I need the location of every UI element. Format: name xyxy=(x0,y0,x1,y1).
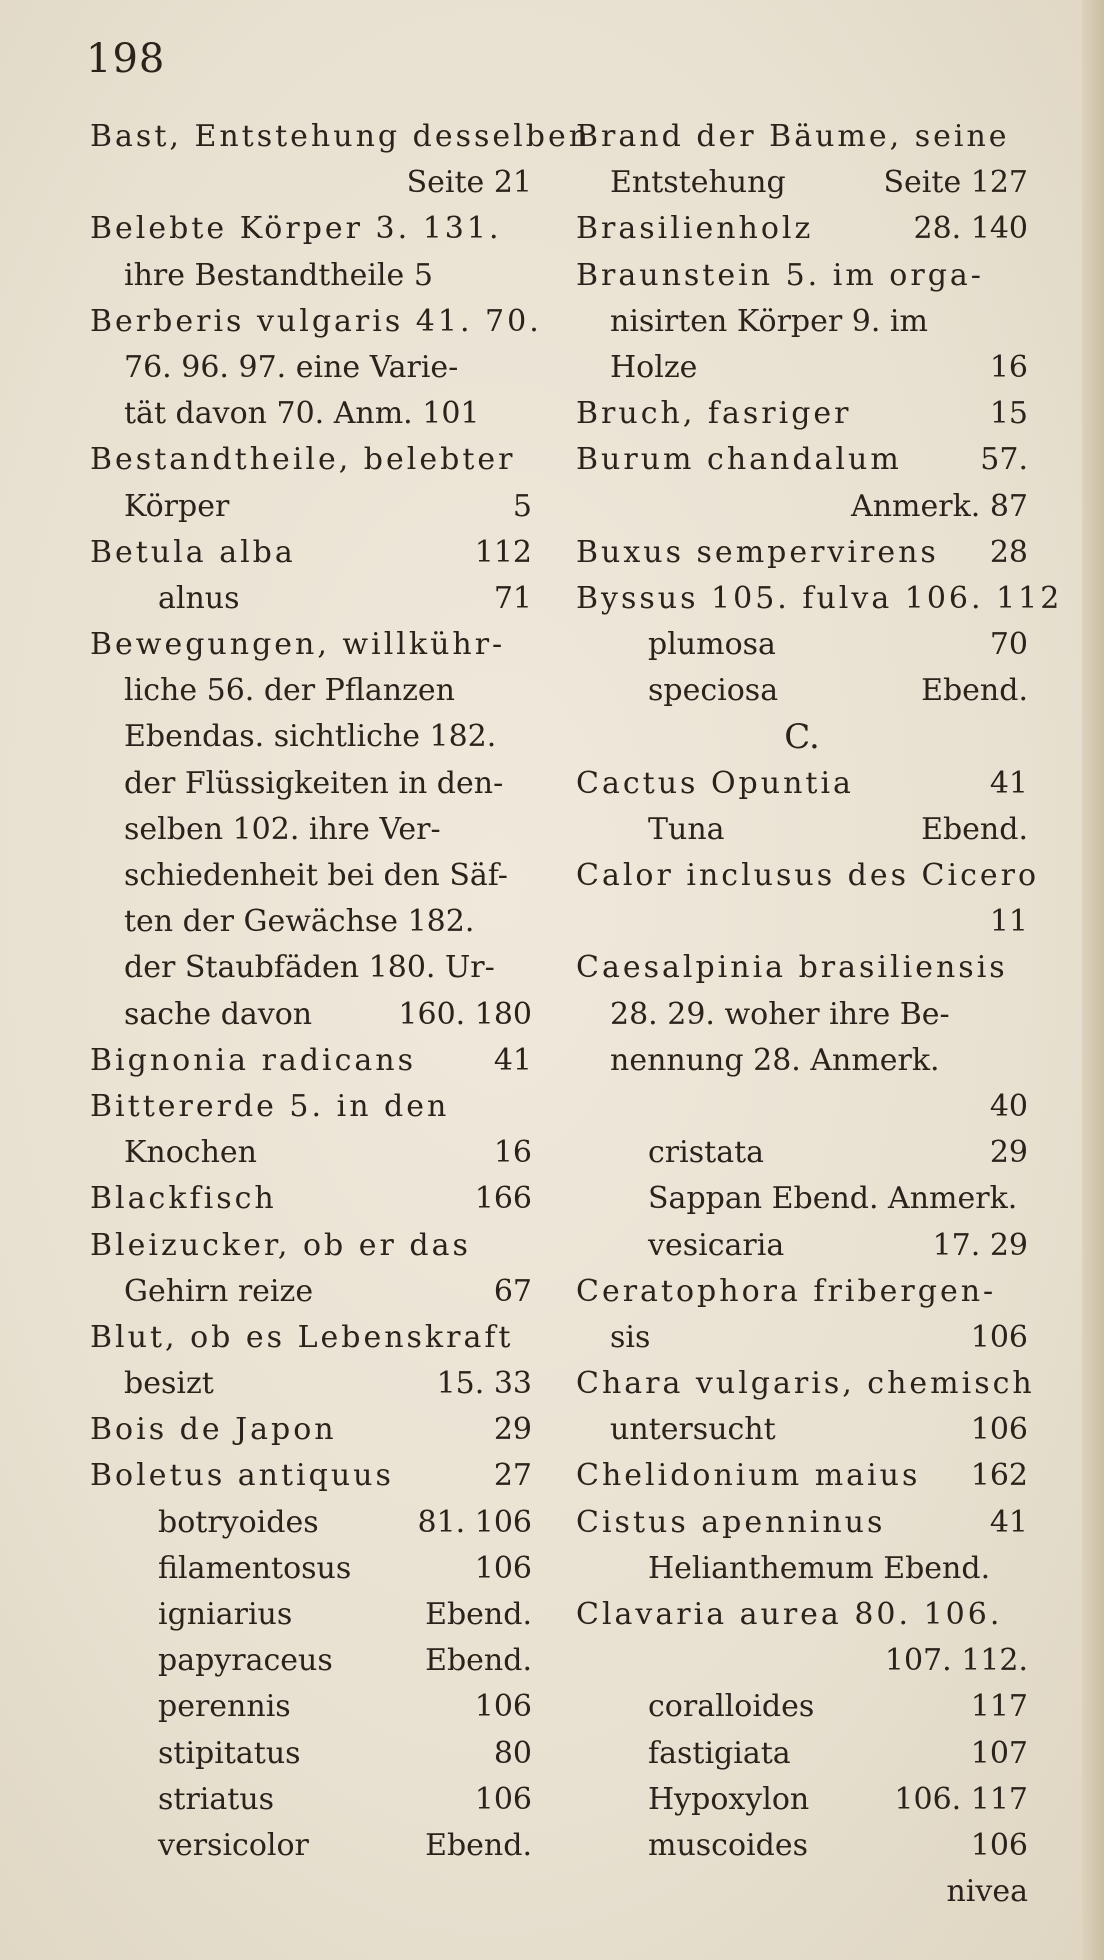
entry-page-ref: nivea xyxy=(946,1874,1028,1910)
index-entry xyxy=(576,807,1028,853)
entry-page-ref: Ebend. xyxy=(425,1643,532,1679)
entry-text: Bestandtheile, belebter xyxy=(90,442,516,478)
entry-text: Gehirn reize xyxy=(124,1273,314,1309)
entry-page-ref: 70 xyxy=(989,627,1028,663)
entry-page-ref: 27 xyxy=(493,1458,532,1494)
entry-text: papyraceus xyxy=(158,1643,333,1679)
entry-text: vesicaria xyxy=(648,1227,785,1263)
entry-text: untersucht xyxy=(610,1412,776,1448)
entry-text: Bittererde 5. in den xyxy=(90,1088,450,1124)
index-entry xyxy=(90,391,532,437)
index-entry xyxy=(576,206,1028,252)
index-entry xyxy=(90,484,532,530)
entry-page-ref: Ebend. xyxy=(425,1597,532,1632)
index-entry xyxy=(90,1223,532,1269)
index-entry xyxy=(90,1130,532,1176)
entry-page-ref: 29 xyxy=(493,1412,532,1448)
entry-text: Hypoxylon xyxy=(648,1781,810,1817)
entry-page-ref: 160. 180 xyxy=(398,996,532,1032)
entry-text: Holze xyxy=(610,349,698,385)
entry-page-ref: 107 xyxy=(970,1735,1028,1771)
entry-page-ref: 117 xyxy=(970,1689,1028,1725)
index-entry xyxy=(90,622,532,668)
index-column-left xyxy=(90,114,592,1869)
entry-text: Berberis vulgaris 41. 70. xyxy=(90,303,542,339)
entry-text: ten der Gewächse 182. xyxy=(124,904,475,940)
entry-page-ref: 16 xyxy=(989,349,1028,385)
index-entry xyxy=(90,576,532,622)
entry-text: Chelidonium maius xyxy=(576,1458,921,1494)
index-entry xyxy=(90,1315,532,1361)
entry-text: Braunstein 5. im orga- xyxy=(576,257,984,293)
index-entry xyxy=(90,160,532,206)
entry-text: selben 102. ihre Ver- xyxy=(124,811,441,847)
entry-text: der Staubfäden 180. Ur- xyxy=(124,950,495,986)
entry-page-ref: 81. 106 xyxy=(417,1504,532,1540)
entry-text: igniarius xyxy=(158,1597,293,1632)
index-entry xyxy=(90,761,532,807)
entry-page-ref: 106 xyxy=(474,1781,532,1817)
index-entry xyxy=(576,1453,1028,1499)
index-entry xyxy=(576,1315,1028,1361)
index-entry xyxy=(576,1731,1028,1777)
entry-page-ref: 106 xyxy=(970,1412,1028,1448)
entry-page-ref: 28. 140 xyxy=(913,211,1028,247)
entry-text: Chara vulgaris, chemisch xyxy=(576,1366,1035,1402)
entry-text: Cactus Opuntia xyxy=(576,765,854,801)
entry-page-ref: 16 xyxy=(493,1135,532,1171)
index-entry xyxy=(576,1500,1028,1546)
entry-text: versicolor xyxy=(158,1827,309,1863)
index-entry xyxy=(576,761,1028,807)
index-entry xyxy=(576,345,1028,391)
entry-text: C. xyxy=(784,717,820,758)
entry-page-ref: Anmerk. 87 xyxy=(851,488,1028,524)
index-entry xyxy=(576,622,1028,668)
index-entry xyxy=(576,1084,1028,1130)
index-entry xyxy=(90,1777,532,1823)
entry-text: fastigiata xyxy=(648,1735,791,1771)
entry-page-ref: 80 xyxy=(493,1735,532,1771)
entry-text: Blackfisch xyxy=(90,1181,277,1217)
entry-text: Calor inclusus des Cicero xyxy=(576,858,1040,893)
index-entry xyxy=(90,807,532,853)
entry-page-ref: Seite 127 xyxy=(883,165,1028,201)
index-entry xyxy=(576,114,1028,160)
entry-text: Entstehung xyxy=(610,165,786,201)
index-entry xyxy=(90,1684,532,1730)
index-entry xyxy=(576,1269,1028,1315)
index-column-right xyxy=(576,114,1063,1915)
entry-text: 76. 96. 97. eine Varie- xyxy=(124,349,459,385)
index-entry xyxy=(576,899,1028,945)
index-entry xyxy=(90,1453,532,1499)
entry-page-ref: Seite 21 xyxy=(406,165,532,201)
entry-text: sache davon xyxy=(124,996,313,1032)
entry-text: Bleizucker, ob er das xyxy=(90,1227,471,1263)
index-entry xyxy=(576,1592,1028,1638)
entry-page-ref: 15 xyxy=(989,396,1028,432)
index-entry xyxy=(576,1546,1028,1592)
entry-page-ref: 41 xyxy=(493,1042,532,1078)
index-entry xyxy=(576,1361,1035,1407)
entry-text: alnus xyxy=(158,580,240,616)
index-entry xyxy=(576,1638,1028,1684)
entry-text: Cistus apenninus xyxy=(576,1504,886,1540)
index-entry xyxy=(90,1638,532,1684)
index-entry xyxy=(90,437,532,483)
index-entry xyxy=(90,1500,532,1546)
entry-text: Bois de Japon xyxy=(90,1412,337,1448)
entry-page-ref: 106 xyxy=(474,1689,532,1725)
entry-page-ref: 71 xyxy=(493,580,532,616)
index-entry xyxy=(90,206,532,252)
entry-text: tät davon 70. Anm. 101 xyxy=(124,396,480,432)
entry-text: nisirten Körper 9. im xyxy=(610,303,928,339)
entry-page-ref: 15. 33 xyxy=(436,1366,532,1402)
entry-page-ref: 41 xyxy=(989,765,1028,801)
entry-text: Ceratophora fribergen- xyxy=(576,1273,997,1309)
index-entry xyxy=(90,1269,532,1315)
entry-text: Brand der Bäume, seine xyxy=(576,119,1010,154)
entry-text: Brasilienholz xyxy=(576,211,814,247)
entry-text: speciosa xyxy=(648,673,779,709)
entry-text: Körper xyxy=(124,488,230,524)
index-entry xyxy=(576,484,1028,530)
entry-text: besizt xyxy=(124,1366,214,1402)
index-entry xyxy=(90,853,532,899)
index-entry xyxy=(576,437,1028,483)
entry-text: schiedenheit bei den Säf- xyxy=(124,858,508,893)
index-entry xyxy=(576,1823,1028,1869)
index-entry xyxy=(90,1592,532,1638)
index-entry xyxy=(576,1777,1028,1823)
entry-page-ref: 162 xyxy=(970,1458,1028,1494)
section-heading xyxy=(576,714,1028,760)
entry-page-ref: 57. xyxy=(980,442,1028,478)
entry-text: Helianthemum Ebend. xyxy=(648,1550,991,1586)
index-entry xyxy=(576,391,1028,437)
entry-text: Betula alba xyxy=(90,534,296,570)
entry-page-ref: 40 xyxy=(989,1088,1028,1124)
index-entry xyxy=(576,992,1028,1038)
entry-text: coralloides xyxy=(648,1689,815,1725)
entry-text: Buxus sempervirens xyxy=(576,534,939,570)
index-entry xyxy=(576,853,1040,899)
entry-page-ref: 106. 117 xyxy=(894,1781,1028,1817)
index-entry xyxy=(90,1407,532,1453)
index-entry xyxy=(90,1084,532,1130)
entry-page-ref: 106 xyxy=(970,1827,1028,1863)
entry-text: Bignonia radicans xyxy=(90,1042,416,1078)
entry-text: Tuna xyxy=(648,811,725,847)
index-entry xyxy=(576,576,1063,622)
entry-text: striatus xyxy=(158,1781,275,1817)
entry-text: 28. 29. woher ihre Be- xyxy=(610,996,950,1032)
index-entry xyxy=(576,1869,1028,1915)
index-entry xyxy=(90,1546,532,1592)
entry-page-ref: 5 xyxy=(512,488,532,524)
entry-text: Caesalpinia brasiliensis xyxy=(576,950,1008,986)
entry-text: Belebte Körper 3. 131. xyxy=(90,211,502,247)
entry-text: Boletus antiquus xyxy=(90,1458,394,1494)
index-entry xyxy=(576,668,1028,714)
index-entry xyxy=(90,1361,532,1407)
index-entry xyxy=(90,668,532,714)
index-entry xyxy=(576,1130,1028,1176)
page-edge-shadow xyxy=(1082,0,1104,1960)
entry-text: cristata xyxy=(648,1135,765,1171)
entry-text: perennis xyxy=(158,1689,291,1725)
entry-page-ref: 106 xyxy=(474,1550,532,1586)
entry-text: nennung 28. Anmerk. xyxy=(610,1042,940,1078)
index-entry xyxy=(90,992,532,1038)
entry-page-ref: 112 xyxy=(474,534,532,570)
index-entry xyxy=(90,714,532,760)
index-entry xyxy=(90,530,532,576)
entry-text: Clavaria aurea 80. 106. xyxy=(576,1597,1003,1632)
entry-text: Blut, ob es Lebenskraft xyxy=(90,1319,514,1355)
entry-page-ref: 106 xyxy=(970,1319,1028,1355)
entry-text: Bruch, fasriger xyxy=(576,396,852,432)
index-entry xyxy=(90,899,532,945)
entry-text: der Flüssigkeiten in den- xyxy=(124,765,504,801)
entry-text: Bast, Entstehung desselben xyxy=(90,119,592,154)
entry-text: filamentosus xyxy=(158,1550,352,1586)
entry-page-ref: Ebend. xyxy=(921,673,1028,709)
index-entry xyxy=(576,1176,1028,1222)
index-entry xyxy=(90,1731,532,1777)
entry-page-ref: 67 xyxy=(493,1273,532,1309)
entry-text: Sappan Ebend. Anmerk. xyxy=(648,1181,1018,1217)
entry-text: Ebendas. sichtliche 182. xyxy=(124,719,497,755)
entry-text: Bewegungen, willkühr- xyxy=(90,627,506,663)
index-entry xyxy=(576,299,1028,345)
index-entry xyxy=(576,1684,1028,1730)
index-entry xyxy=(576,1038,1028,1084)
index-entry xyxy=(576,253,1028,299)
entry-text: Burum chandalum xyxy=(576,442,902,478)
index-entry xyxy=(90,114,592,160)
entry-text: Knochen xyxy=(124,1135,257,1171)
index-entry xyxy=(576,945,1028,991)
entry-page-ref: 41 xyxy=(989,1504,1028,1540)
entry-page-ref: 29 xyxy=(989,1135,1028,1171)
entry-page-ref: 28 xyxy=(989,534,1028,570)
entry-page-ref: 17. 29 xyxy=(932,1227,1028,1263)
entry-text: Byssus 105. fulva 106. 112 xyxy=(576,580,1063,616)
index-entry xyxy=(90,945,532,991)
entry-text: sis xyxy=(610,1319,651,1355)
index-entry xyxy=(90,253,532,299)
entry-page-ref: 166 xyxy=(474,1181,532,1217)
index-entry xyxy=(576,1223,1028,1269)
entry-text: ihre Bestandtheile 5 xyxy=(124,257,433,293)
page-number: 198 xyxy=(86,36,166,82)
entry-text: plumosa xyxy=(648,627,776,663)
index-entry xyxy=(576,1407,1028,1453)
entry-text: botryoides xyxy=(158,1504,319,1540)
entry-page-ref: 11 xyxy=(989,904,1028,940)
index-entry xyxy=(576,530,1028,576)
entry-page-ref: 107. 112. xyxy=(884,1643,1028,1679)
index-entry xyxy=(90,1823,532,1869)
entry-text: stipitatus xyxy=(158,1735,301,1771)
entry-page-ref: Ebend. xyxy=(425,1827,532,1863)
index-entry xyxy=(90,1038,532,1084)
index-entry xyxy=(90,299,542,345)
entry-page-ref: Ebend. xyxy=(921,811,1028,847)
index-entry xyxy=(90,1176,532,1222)
index-entry xyxy=(576,160,1028,206)
index-entry xyxy=(90,345,532,391)
entry-text: liche 56. der Pflanzen xyxy=(124,673,455,709)
entry-text: muscoides xyxy=(648,1827,808,1863)
